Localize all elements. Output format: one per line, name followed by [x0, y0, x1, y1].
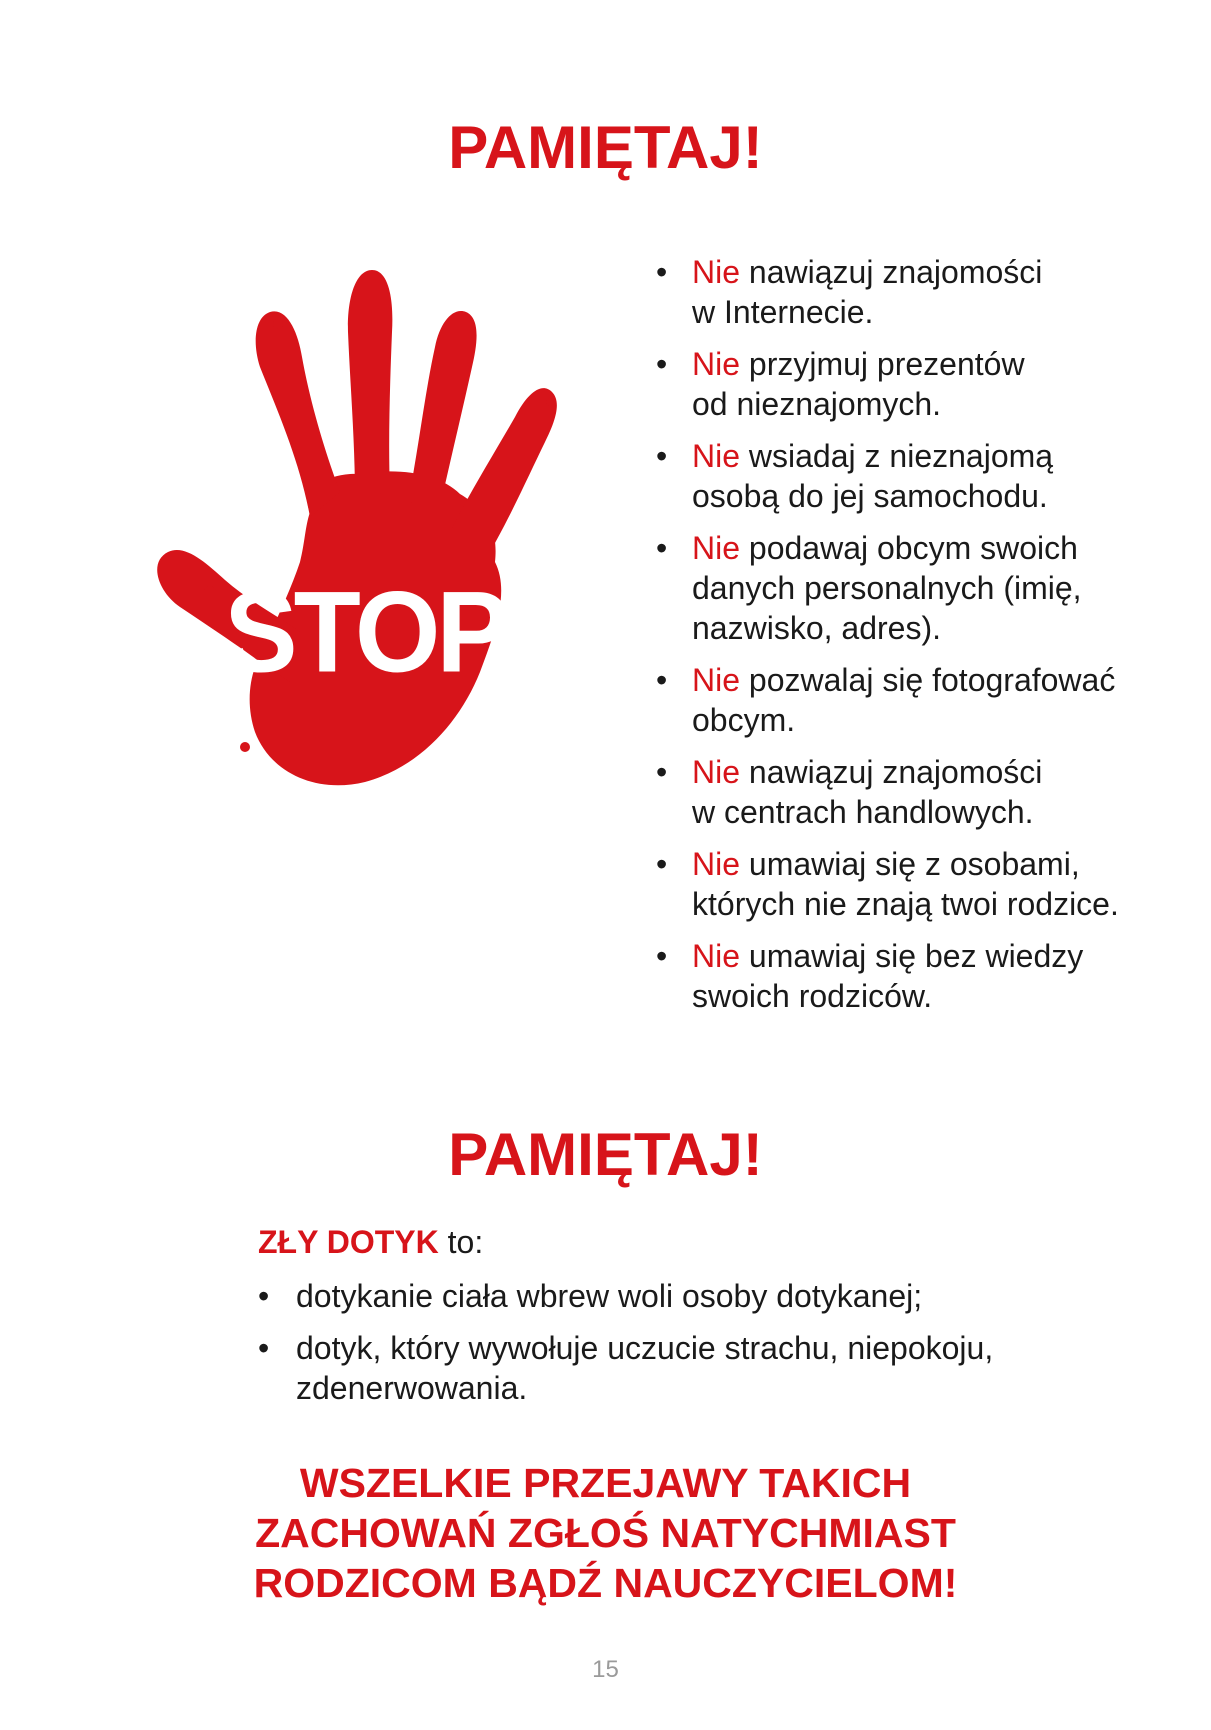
- safety-rules-list: [656, 252, 1196, 1028]
- bad-touch-term: ZŁY DOTYK: [258, 1224, 439, 1260]
- list-item: • Nie przyjmuj prezentów od nieznajomych.: [656, 344, 1196, 424]
- list-item: • dotykanie ciała wbrew woli osoby dotykanej;: [258, 1276, 1118, 1316]
- list-item: • Nie umawiaj się z osobami, których nie znają twoi rodzice.: [656, 844, 1196, 924]
- list-item: • Nie wsiadaj z nieznajomą osobą do jej samochodu.: [656, 436, 1196, 516]
- list-item: • Nie nawiązuj znajomości w centrach handlowych.: [656, 752, 1196, 832]
- callout-line: RODZICOM BĄDŹ NAUCZYCIELOM!: [253, 1560, 958, 1606]
- page-heading-top: PAMIĘTAJ!: [448, 114, 763, 181]
- callout-line: WSZELKIE PRZEJAWY TAKICH: [299, 1460, 912, 1506]
- report-callout: [0, 1458, 1211, 1608]
- bad-touch-list: [258, 1276, 1118, 1420]
- bad-touch-suffix: to:: [438, 1224, 484, 1260]
- list-item: • Nie nawiązuj znajomości w Internecie.: [656, 252, 1196, 332]
- bad-touch-definition: [258, 1222, 483, 1262]
- list-item: • Nie pozwalaj się fotografować obcym.: [656, 660, 1196, 740]
- page-heading-bottom: PAMIĘTAJ!: [448, 1121, 763, 1188]
- list-item: • dotyk, który wywołuje uczucie strachu, niepokoju, zdenerwowania.: [258, 1328, 1118, 1408]
- page-number: 15: [592, 1656, 619, 1683]
- stop-hand-image: [150, 262, 620, 802]
- stop-hand-label: STOP: [224, 567, 506, 697]
- list-item: • Nie umawiaj się bez wiedzy swoich rodziców.: [656, 936, 1196, 1016]
- callout-line: ZACHOWAŃ ZGŁOŚ NATYCHMIAST: [255, 1510, 956, 1556]
- list-item: • Nie podawaj obcym swoich danych personalnych (imię, nazwisko, adres).: [656, 528, 1196, 648]
